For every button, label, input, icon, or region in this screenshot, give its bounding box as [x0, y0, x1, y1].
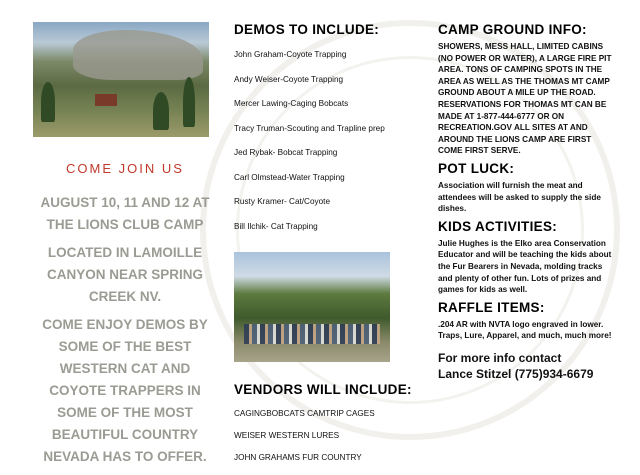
potluck-text: Association will furnish the meat and attendees will be asked to supply the side dishes.: [438, 180, 601, 214]
cabin-roof: [95, 94, 117, 106]
pine-tree: [153, 92, 169, 130]
kids-text: Julie Hughes is the Elko area Conservation Educator and will be teaching the kids about the Fur Bearers in Nevada, molding tracks and plenty of other fun. Lots of prizes and games for kids as well.: [438, 238, 612, 295]
list-item: Mercer Lawing-Caging Bobcats: [234, 99, 349, 108]
raffle-text: .204 AR with NVTA logo engraved in lower. Traps, Lure, Apparel, and much, much more!: [438, 319, 612, 341]
rock-outcrop: [73, 30, 203, 80]
potluck-heading: POT LUCK:: [438, 160, 515, 176]
crowd-photo: [234, 252, 390, 362]
list-item: Carl Olmstead-Water Trapping: [234, 172, 345, 182]
vendors-heading: VENDORS WILL INCLUDE:: [234, 382, 412, 397]
event-pitch: COME ENJOY DEMOS BY SOME OF THE BEST WESTERN CAT AND COYOTE TRAPPERS IN SOME OF THE MOST BEAUTIFUL COUNTRY NEVADA HAS TO OFFER.: [42, 317, 208, 464]
list-item: JOHN GRAHAMS FUR COUNTRY: [234, 453, 362, 462]
list-item: Jed Rybak- Bobcat Trapping: [234, 148, 338, 157]
contact-info: [438, 350, 614, 382]
event-dates: AUGUST 10, 11 AND 12 AT THE LIONS CLUB CAMP: [40, 195, 210, 232]
camp-heading: CAMP GROUND INFO:: [438, 22, 587, 37]
camp-text: SHOWERS, MESS HALL, LIMITED CABINS (NO POWER OR WATER), A LARGE FIRE PIT AREA. TONS OF CAMPING SPOTS IN THE AREA AS WELL AS THE THOMAS MT CAMP GROUND ABOUT A MILE UP THE ROAD. RESERVATIONS FOR THOMAS MT CAN BE MADE AT 1-877-444-6777 OR ON RECREATION.GOV ALL SITES AT AND AROUND THE LIONS CAMP ARE FIRST COME FIRST SERVE.: [438, 42, 612, 156]
contact-name-phone: Lance Stitzel (775)934-6679: [438, 366, 594, 381]
vendors-list: [234, 409, 430, 475]
list-item: Tracy Truman-Scouting and Trapline prep: [234, 123, 385, 133]
list-item: Andy Weiser-Coyote Trapping: [234, 74, 344, 84]
event-location: LOCATED IN LAMOILLE CANYON NEAR SPRING CREEK NV.: [46, 245, 203, 304]
list-item: CAGINGBOBCATS CAMTRIP CAGES: [234, 409, 375, 418]
right-column: [438, 22, 614, 382]
contact-line: For more info contact: [438, 350, 562, 365]
pine-tree: [41, 82, 55, 122]
come-join-heading: COME JOIN US: [66, 161, 184, 176]
raffle-heading: RAFFLE ITEMS:: [438, 299, 545, 315]
list-item: Rusty Kramer- Cat/Coyote: [234, 197, 331, 206]
list-item: WEISER WESTERN LURES: [234, 431, 340, 440]
pine-tree: [183, 77, 195, 127]
demos-heading: DEMOS TO INCLUDE:: [234, 22, 380, 37]
demos-list: [234, 50, 430, 246]
list-item: Bill Ilchik- Cat Trapping: [234, 221, 318, 231]
left-column: [30, 22, 220, 468]
kids-heading: KIDS ACTIVITIES:: [438, 218, 558, 234]
campground-photo: [33, 22, 209, 137]
crowd-figures: [244, 324, 380, 344]
list-item: John Graham-Coyote Trapping: [234, 50, 347, 59]
middle-column: [234, 22, 430, 475]
